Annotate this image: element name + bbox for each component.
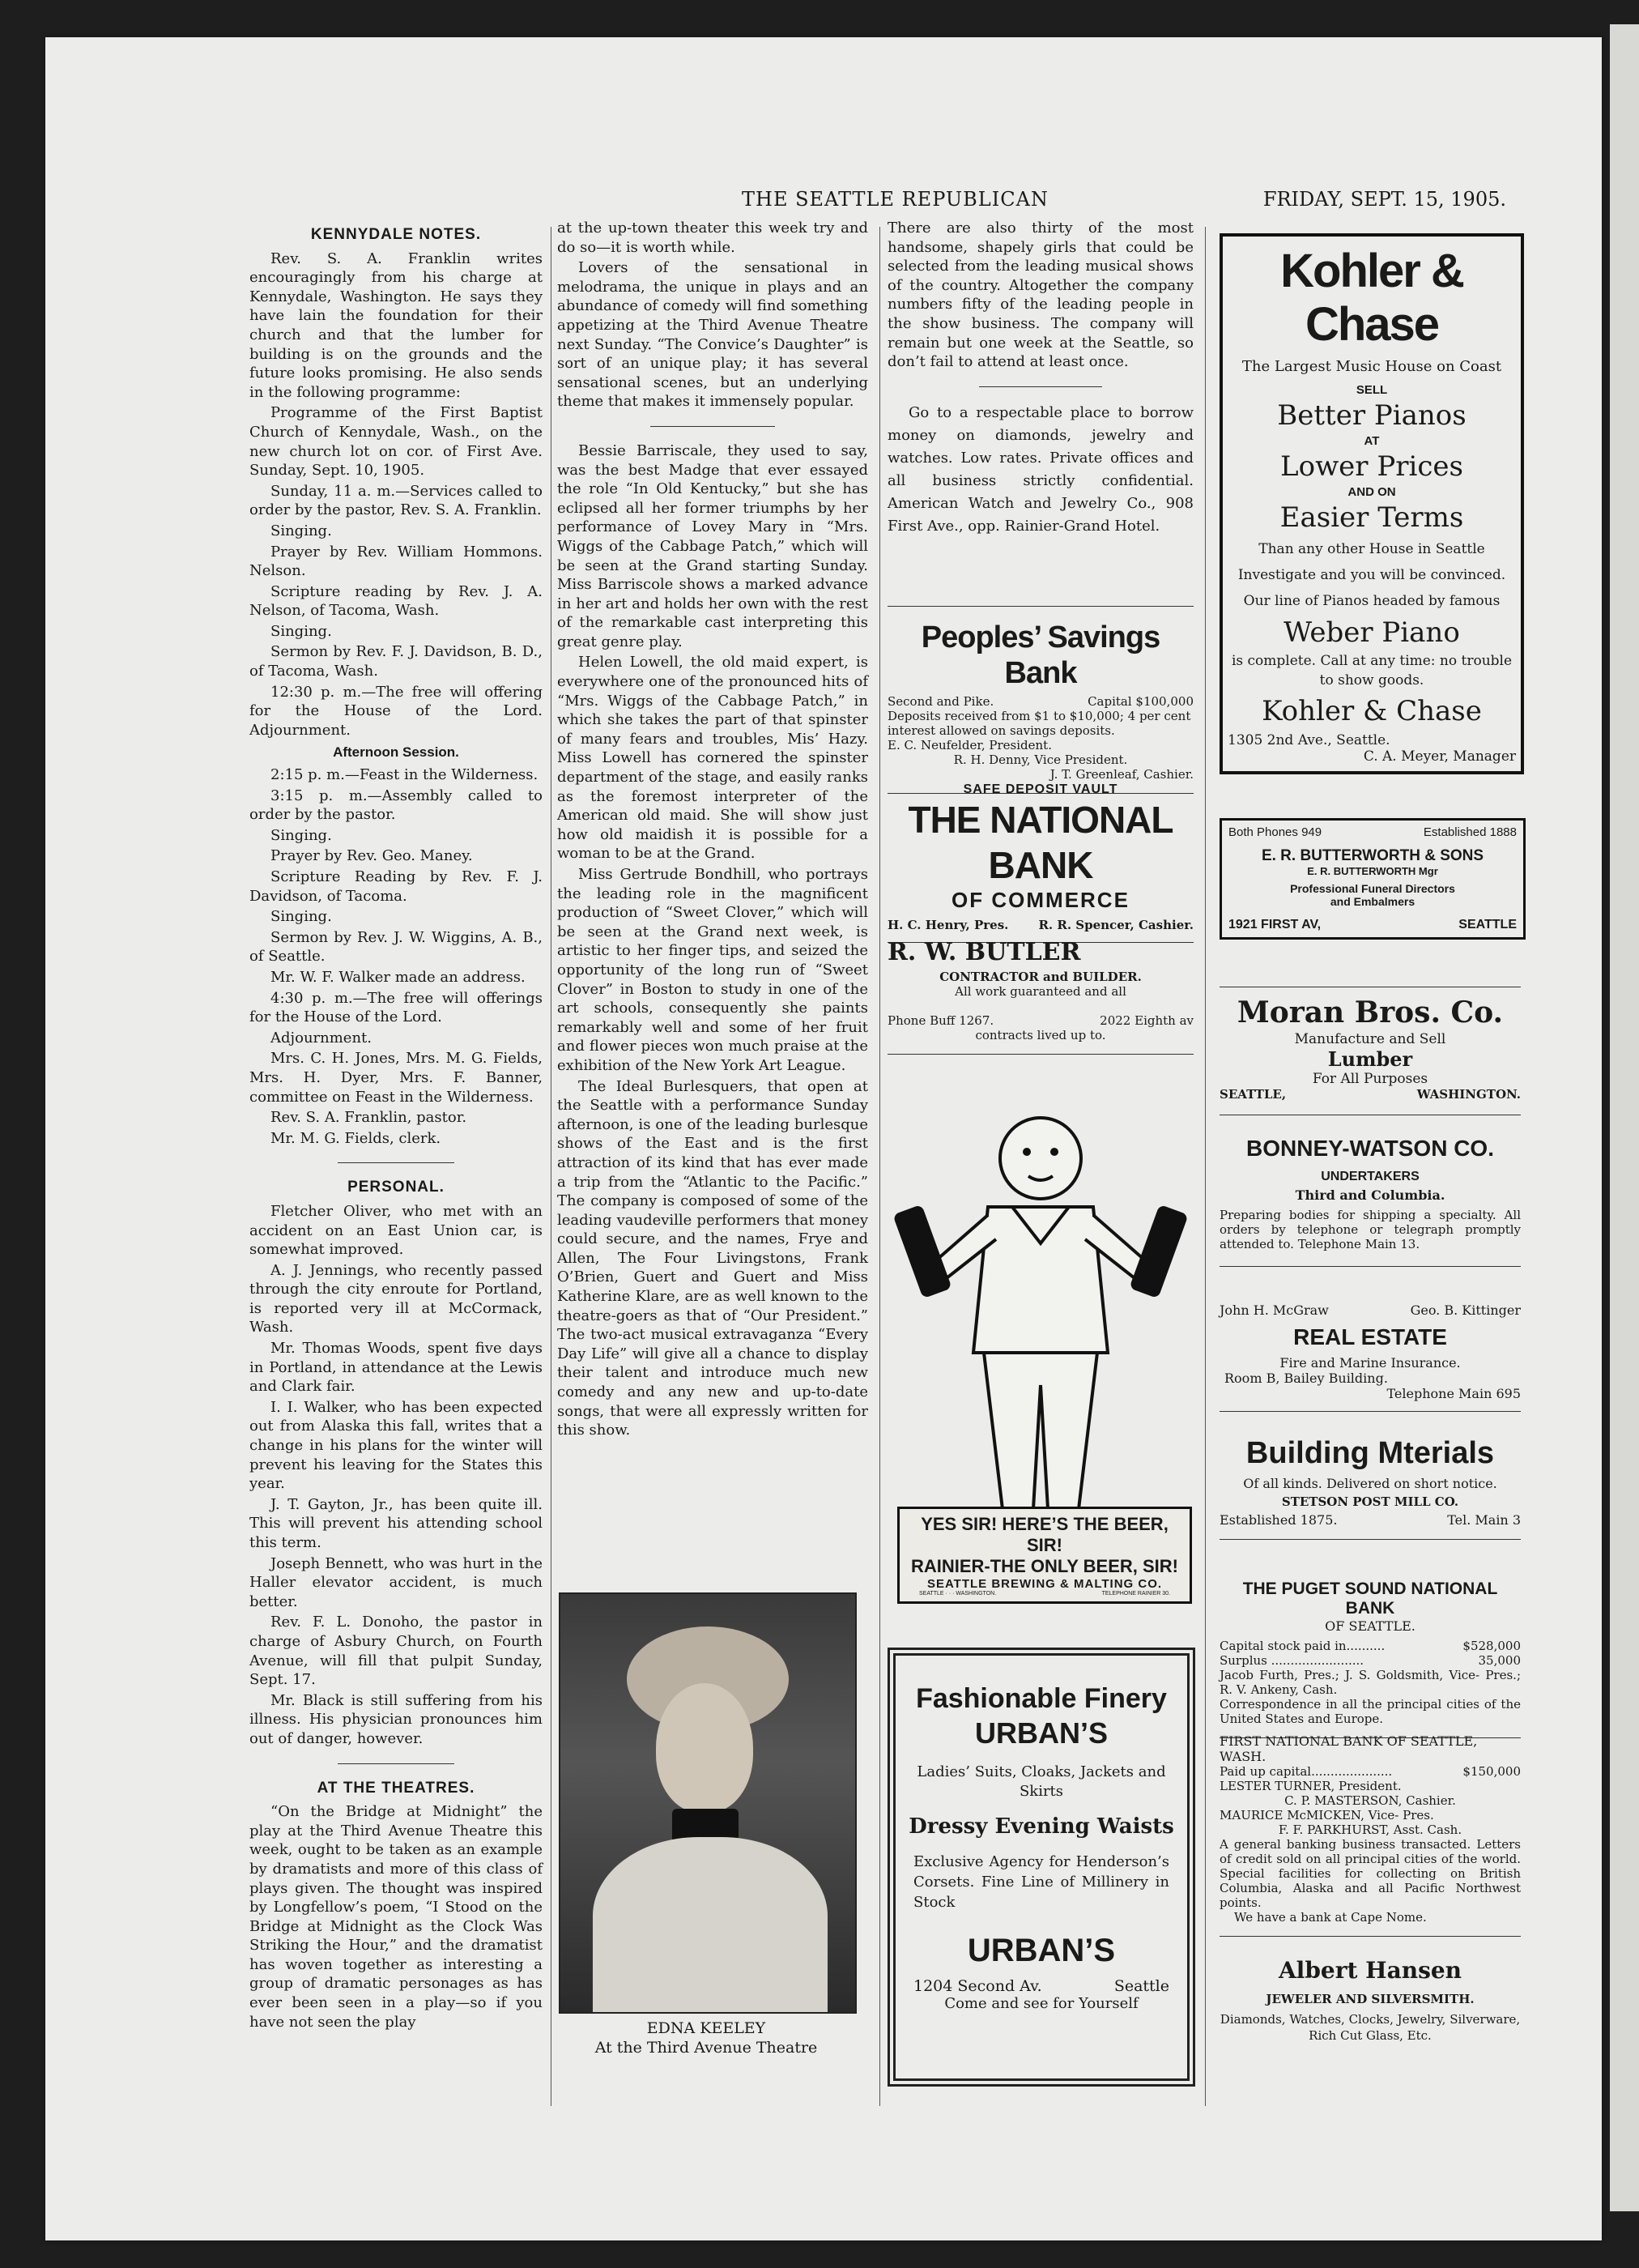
ad-text: Capital stock paid in.......... — [1220, 1639, 1386, 1653]
real-estate-ad — [1220, 1302, 1521, 1412]
ad-subtitle: Dressy Evening Waists — [909, 1814, 1174, 1839]
butler-contractor-ad — [888, 938, 1194, 1055]
article-paragraph: I. I. Walker, who has been expected out from Alaska this fall, writes that a change in his plans for the winter will prevent his leaving for the States this year. — [249, 1398, 543, 1493]
ad-text: Preparing bodies for shipping a specialty. All orders by telephone or telegraph promptly attended to. Telephone Main 13. — [1220, 1208, 1521, 1251]
ad-text: Surplus ........................ — [1220, 1653, 1364, 1668]
ad-text: J. T. Greenleaf, Cashier. — [1049, 767, 1194, 782]
article-paragraph: 2:15 p. m.—Feast in the Wilderness. — [270, 766, 539, 784]
ad-text: CONTRACTOR and BUILDER. — [939, 970, 1142, 984]
ad-text: WASHINGTON. — [1416, 1087, 1521, 1102]
bonney-watson-ad — [1220, 1136, 1521, 1267]
ad-text: Deposits received from $1 to $10,000; 4 per cent interest allowed on savings deposits. — [888, 709, 1191, 738]
article-paragraph: Fletcher Oliver, who met with an accident on an East Union car, is somewhat improved. — [249, 1202, 543, 1259]
ad-title: R. W. BUTLER — [888, 938, 1081, 966]
ad-text: Diamonds, Watches, Clocks, Jewelry, Silverware, Rich Cut Glass, Etc. — [1220, 2012, 1521, 2043]
article-paragraph: at the up-town theater this week try and do so—it is worth while. — [557, 220, 868, 256]
ad-text: E. R. BUTTERWORTH Mgr — [1307, 865, 1438, 877]
first-national-bank-ad — [1220, 1733, 1521, 1937]
building-materials-ad — [1220, 1434, 1521, 1540]
ad-text: is complete. Call at any time: no trouble to show goods. — [1231, 653, 1513, 688]
national-bank-of-commerce-ad — [888, 782, 1194, 943]
ad-text: Third and Columbia. — [1295, 1187, 1445, 1203]
article-paragraph: Helen Lowell, the old maid expert, is everywhere one of the pronounced hits of “Mrs. Wiggs of the Cabbage Patch,” in which she takes the part of that spinster of many fears and troubles, Mis’ Hazy. Miss Lowell has cornered the spinster department of the stage, and easily ranks as the foremost interpreter of the American old maid. She will show just how old maidish it is possible for a woman to be at the Grand. — [557, 654, 868, 863]
ad-text: contracts lived up to. — [975, 1028, 1106, 1042]
article-paragraph: Miss Gertrude Bondhill, who portrays the leading role in the magnificent production of “Sweet Clover,” which will be seen at the Grand next week, is artistic to her finger tips, and seized the opportunity of the long run of “Sweet Clover” in Boston to study in one of the art schools, consequently she paints remarkably well and some of her fruit and flower pieces won much praise at the exhibition of the New York Art League. — [557, 866, 868, 1074]
ad-text: Seattle — [1113, 1977, 1169, 1995]
article-paragraph: 12:30 p. m.—The free will offering for the House of the Lord. Adjournment. — [249, 683, 543, 739]
ad-text: SEATTLE, — [1220, 1087, 1287, 1102]
ad-text: H. C. Henry, Pres. — [888, 918, 1009, 932]
ad-text: Phone Buff 1267. — [888, 1013, 994, 1028]
ad-text: TELEPHONE RAINIER 30. — [1101, 1591, 1170, 1597]
paper-name: THE SEATTLE REPUBLICAN — [742, 188, 1049, 211]
section-divider — [650, 426, 775, 427]
article-paragraph: Rev. S. A. Franklin, pastor. — [270, 1109, 467, 1127]
ad-text: Manufacture and Sell — [1294, 1031, 1446, 1047]
ad-title: Moran Bros. Co. — [1237, 995, 1504, 1030]
ad-title: FIRST NATIONAL BANK OF SEATTLE, WASH. — [1220, 1733, 1478, 1764]
ad-text: Of all kinds. Delivered on short notice. — [1243, 1476, 1497, 1491]
ad-subtitle: Lumber — [1327, 1047, 1413, 1071]
caption-venue: At the Third Avenue Theatre — [594, 2039, 818, 2057]
column-rule — [879, 227, 880, 2106]
theatres-heading: AT THE THEATRES. — [317, 1779, 475, 1797]
ad-text: Second and Pike. — [888, 694, 994, 709]
ad-title: RAINIER-THE ONLY BEER, SIR! — [910, 1556, 1179, 1576]
ad-title: Albert Hansen — [1278, 1957, 1462, 1984]
ad-text: Tel. Main 3 — [1447, 1512, 1521, 1528]
ad-text: Come and see for Yourself — [944, 1995, 1139, 2012]
article-paragraph: Singing. — [270, 908, 332, 926]
ad-text: Established 1888 — [1423, 825, 1517, 839]
ad-title: YES SIR! HERE’S THE BEER, SIR! — [921, 1514, 1169, 1555]
ad-headline: Kohler & Chase — [1262, 695, 1482, 727]
ad-title: Building Mterials — [1245, 1436, 1495, 1470]
section-divider — [338, 1162, 455, 1163]
ad-text: Professional Funeral Directors — [1290, 882, 1455, 895]
article-paragraph: Singing. — [270, 522, 332, 539]
ad-text: Geo. B. Kittinger — [1410, 1302, 1521, 1318]
article-paragraph: Sermon by Rev. F. J. Davidson, B. D., of Tacoma, Wash. — [249, 643, 543, 680]
ad-text: MAURICE McMICKEN, Vice- Pres. — [1220, 1808, 1434, 1823]
ad-text: A general banking business transacted. Letters of credit sold on all principal cities of the world. Special facilities for collecting on British Columbia, Alaska and all Pacific Northwest points. — [1220, 1837, 1521, 1910]
photo-dress — [593, 1837, 828, 2012]
ad-text: Our line of Pianos headed by famous — [1243, 593, 1501, 609]
ad-text: SELL — [1356, 383, 1388, 397]
ad-title: Peoples’ Savings Bank — [921, 620, 1160, 690]
ad-title: Fashionable Finery — [916, 1683, 1167, 1714]
article-paragraph: Mr. Thomas Woods, spent five days in Portland, in attendance at the Lewis and Clark fair. — [249, 1340, 543, 1396]
masthead — [729, 188, 1506, 220]
urbans-ad — [888, 1648, 1195, 2087]
ad-title: BONNEY-WATSON CO. — [1246, 1136, 1494, 1161]
article-paragraph: Mrs. C. H. Jones, Mrs. M. G. Fields, Mrs. H. Dyer, Mrs. F. Banner, committee on Feast in the Wilderness. — [249, 1050, 543, 1106]
ad-text: JEWELER AND SILVERSMITH. — [1266, 1992, 1475, 2006]
ad-text: R. R. Spencer, Cashier. — [1038, 918, 1194, 932]
ad-headline: Lower Prices — [1280, 450, 1463, 483]
ad-text: Jacob Furth, Pres.; J. S. Goldsmith, Vice- Pres.; R. V. Ankeny, Cash. — [1220, 1668, 1521, 1697]
ad-subtitle: OF COMMERCE — [951, 888, 1130, 912]
article-paragraph: Sunday, 11 a. m.—Services called to order by the pastor, Rev. S. A. Franklin. — [249, 482, 543, 519]
column-rule — [1205, 227, 1206, 2106]
ad-title: E. R. BUTTERWORTH & SONS — [1261, 847, 1484, 864]
ad-text: Paid up capital..................... — [1220, 1764, 1393, 1779]
ad-text: 1204 Second Av. — [913, 1977, 1042, 1995]
ad-title: THE PUGET SOUND NATIONAL BANK — [1242, 1580, 1498, 1618]
article-paragraph: Mr. W. F. Walker made an address. — [270, 968, 526, 986]
ad-text: E. C. Neufelder, President. — [888, 738, 1052, 752]
ad-text: Capital $100,000 — [1088, 694, 1194, 709]
ad-subtitle: OF SEATTLE. — [1325, 1618, 1416, 1634]
ad-text: $528,000 — [1462, 1639, 1521, 1653]
article-paragraph: 3:15 p. m.—Assembly called to order by the pastor. — [249, 787, 543, 824]
ad-text: and Embalmers — [1330, 895, 1416, 908]
issue-date: FRIDAY, SEPT. 15, 1905. — [1262, 188, 1506, 211]
kennydale-heading: KENNYDALE NOTES. — [310, 226, 482, 243]
afternoon-heading: Afternoon Session. — [333, 744, 459, 761]
ad-text: Than any other House in Seattle — [1258, 541, 1485, 557]
ad-text: Correspondence in all the principal cities of the United States and Europe. — [1220, 1697, 1521, 1726]
ad-text: 1305 2nd Ave., Seattle. — [1228, 732, 1390, 748]
article-paragraph: Mr. M. G. Fields, clerk. — [270, 1129, 441, 1147]
ad-headline: Better Pianos — [1277, 399, 1467, 432]
ad-text: SEATTLE BREWING & MALTING CO. — [926, 1577, 1163, 1591]
ad-title: THE NATIONAL BANK — [908, 799, 1173, 886]
kohler-chase-ad — [1220, 233, 1524, 774]
ad-text: UNDERTAKERS — [1321, 1170, 1420, 1183]
peoples-savings-bank-ad — [888, 606, 1194, 794]
ad-headline: Easier Terms — [1279, 501, 1464, 534]
ad-text: Telephone Main 695 — [1386, 1386, 1521, 1401]
column-2 — [557, 219, 868, 1442]
article-paragraph: 4:30 p. m.—The free will offerings for the House of the Lord. — [249, 989, 543, 1026]
article-paragraph: A. J. Jennings, who recently passed through the city enroute for Portland, is reported very ill at McCormack, Wash. — [249, 1261, 543, 1336]
article-paragraph: Sermon by Rev. J. W. Wiggins, A. B., of Seattle. — [249, 928, 543, 966]
article-paragraph: Singing. — [270, 622, 332, 640]
albert-hansen-ad — [1220, 1957, 1521, 2044]
article-paragraph: Singing. — [270, 826, 332, 844]
ad-text: We have a bank at Cape Nome. — [1234, 1910, 1427, 1925]
ad-text: Ladies’ Suits, Cloaks, Jackets and Skirts — [917, 1763, 1166, 1800]
ad-title: URBAN’S — [967, 1933, 1116, 1968]
ad-title: Kohler & Chase — [1280, 245, 1463, 351]
caption-name: EDNA KEELEY — [646, 2019, 766, 2037]
ad-text: Room B, Bailey Building. — [1224, 1371, 1388, 1386]
article-paragraph: The Ideal Burlesquers, that open at the Seattle with a performance Sunday afternoon, is one of the leading burlesque shows of the East and is the first attraction of its kind that has ever made a trip from the “Atlantic to the Pacific.” The company is composed of some of the leading vaudeville performers that money could secure, and the names, Frye and Allen, The Four Livingstons, Frank O’Brien, Guert and Guert and Miss Katherine Klare, are as well known to the theatre-goers as that of “Our President.” The two-act musical extravaganza “Every Day Life” will give all a chance to display their talent and introduce much new comedy and any new and up-to-date songs, that were all expressly written for this show. — [557, 1077, 868, 1439]
adjacent-page-edge — [1610, 24, 1639, 2211]
article-paragraph: Rev. F. L. Donoho, the pastor in charge of Asbury Church, on Fourth Avenue, will fill that pulpit Sunday, Sept. 17. — [249, 1614, 543, 1689]
article-paragraph: Bessie Barriscale, they used to say, was the best Madge that ever essayed the role “In Old Kentucky,” but she has eclipsed all her former triumphs by her performance of Lovey Mary in “Mrs. Wiggs of the Cabbage Patch,” which will be seen at the Grand starting Sunday. Miss Barriscole shows a marked advance in her art and holds her own with the rest of the remarkable cast interpreting this great genre play. — [557, 441, 868, 650]
article-paragraph: Joseph Bennett, who was hurt in the Haller elevator accident, is much better. — [249, 1554, 543, 1610]
article-paragraph: There are also thirty of the most handsome, shapely girls that could be selected from the leading musical shows of the country. Altogether the company numbers fifty of the leading people in the show business. The company will remain but one week at the Seattle, so don’t fail to attend at least once. — [888, 220, 1194, 371]
ad-text: 2022 Eighth av — [1100, 1013, 1194, 1028]
article-paragraph: Programme of the First Baptist Church of Kennydale, Wash., on the new church lot on cor. of First Ave. Sunday, Sept. 10, 1905. — [249, 404, 543, 480]
section-divider — [338, 1763, 455, 1764]
article-paragraph: Scripture Reading by Rev. F. J. Davidson, of Tacoma. — [249, 868, 543, 905]
ad-text: SEATTLE — [1458, 918, 1517, 932]
ad-text: SEATTLE · · · WASHINGTON. — [919, 1591, 997, 1597]
butterworth-funeral-ad — [1220, 818, 1526, 940]
ad-title: URBAN’S — [974, 1716, 1108, 1750]
ad-text: STETSON POST MILL CO. — [1281, 1494, 1459, 1509]
article-paragraph: Rev. S. A. Franklin writes encouragingly from his charge at Kennydale, Washington. He says they have lain the foundation for their church and that the lumber for building is on the grounds and the future looks promising. He also sends in the following programme: — [249, 249, 543, 401]
portrait-photo — [559, 1592, 857, 2014]
column-3 — [888, 219, 1194, 539]
ad-text: SAFE DEPOSIT VAULT — [963, 782, 1118, 796]
article-paragraph: Scripture reading by Rev. J. A. Nelson, of Tacoma, Wash. — [249, 582, 543, 620]
ad-text: Exclusive Agency for Henderson’s Corsets. Fine Line of Millinery in Stock — [913, 1853, 1169, 1911]
article-paragraph: Prayer by Rev. Geo. Maney. — [270, 847, 473, 865]
rainier-beer-banner — [897, 1507, 1192, 1604]
ad-text: AND ON — [1347, 485, 1396, 499]
photo-caption — [559, 2019, 854, 2057]
article-paragraph: “On the Bridge at Midnight” the play at the Third Avenue Theatre this week, ought to be taken as an example by dramatists and more of this class of plays given. The thought was inspired by Longfellow’s poem, “I Stood on the Bridge at Midnight as the Clock Was Striking the Hour,” and the dramatist has woven together as interesting a group of dramatic personages as has ever been seen in a play—so if you have not seen the play — [249, 1803, 543, 2031]
ad-text: F. F. PARKHURST, Asst. Cash. — [1278, 1823, 1462, 1837]
article-paragraph: Prayer by Rev. William Hommons. Nelson. — [249, 543, 543, 580]
ad-text: Investigate and you will be convinced. — [1237, 567, 1506, 583]
section-divider — [979, 386, 1101, 387]
ad-headline: Weber Piano — [1284, 616, 1460, 649]
personal-heading: PERSONAL. — [347, 1179, 445, 1196]
ad-text: Fire and Marine Insurance. — [1279, 1355, 1461, 1371]
ad-text: 1921 FIRST AV, — [1228, 918, 1322, 932]
column-1 — [249, 219, 543, 2033]
ad-text: $150,000 — [1462, 1764, 1521, 1779]
ad-text: John H. McGraw — [1220, 1302, 1329, 1318]
ad-text: Both Phones 949 — [1228, 825, 1322, 839]
article-paragraph: Adjournment. — [270, 1029, 372, 1047]
photo-face — [656, 1683, 753, 1813]
article-paragraph: Lovers of the sensational in melodrama, the unique in plays and an abundance of comedy will find something appetizing at the Third Avenue Theatre next Sunday. “The Convice’s Daughter” is sort of an unique play; it has several sensational scenes, but an underlying theme that makes it immensely popular. — [557, 259, 868, 411]
ad-text: LESTER TURNER, President. — [1220, 1779, 1402, 1793]
article-paragraph: J. T. Gayton, Jr., has been quite ill. This will prevent his attending school this term. — [249, 1495, 543, 1551]
puget-sound-bank-ad — [1220, 1580, 1521, 1738]
ad-subtitle: The Largest Music House on Coast — [1241, 358, 1502, 375]
ad-text: C. P. MASTERSON, Cashier. — [1284, 1793, 1456, 1808]
ad-text: 35,000 — [1478, 1653, 1521, 1668]
ad-title: REAL ESTATE — [1293, 1324, 1447, 1349]
ad-text: C. A. Meyer, Manager — [1363, 748, 1516, 765]
ad-text: For All Purposes — [1312, 1071, 1428, 1087]
ad-text: AT — [1364, 434, 1380, 448]
moran-bros-ad — [1220, 987, 1521, 1115]
ad-text: Established 1875. — [1220, 1512, 1338, 1528]
jewelry-ad-text: Go to a respectable place to borrow money on diamonds, jewelry and watches. Low rates. Private offices and all business strictly confidential. American Watch and Jewelry Co., 908 First Ave., opp. Rainier-Grand Hotel. — [888, 403, 1194, 535]
article-paragraph: Mr. Black is still suffering from his illness. His physician pronounces him out of danger, however. — [249, 1691, 543, 1747]
ad-text: All work guaranteed and all — [955, 984, 1126, 999]
ad-text: R. H. Denny, Vice President. — [953, 752, 1128, 767]
